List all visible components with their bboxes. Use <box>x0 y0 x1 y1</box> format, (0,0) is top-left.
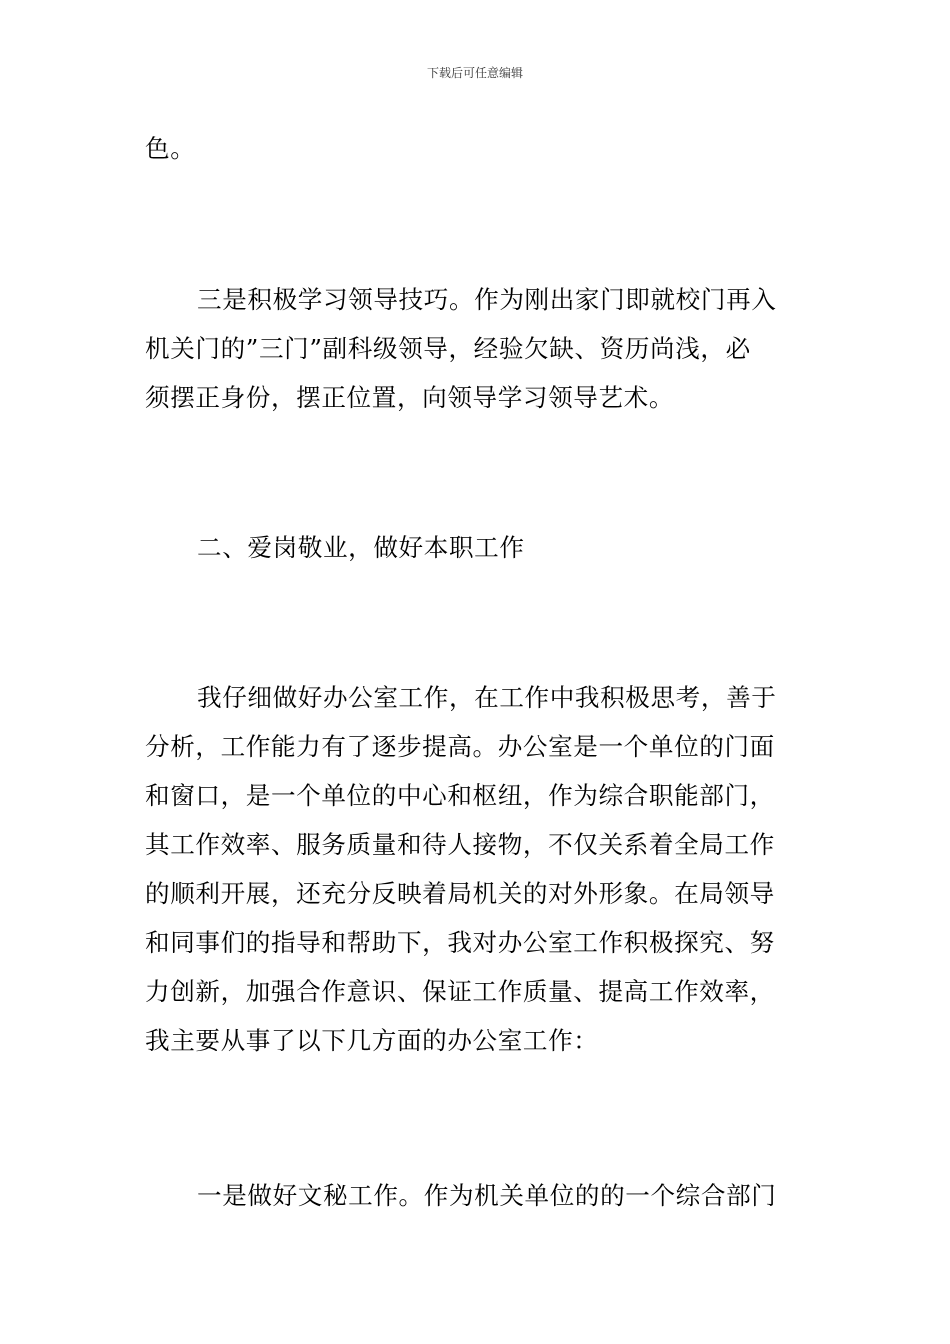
text-line: 和窗口，是一个单位的中心和枢纽，作为综合职能部门， <box>145 781 775 810</box>
text-line: 我主要从事了以下几方面的办公室工作： <box>145 1026 599 1055</box>
text-line: 机关门的”三门”副科级领导，经验欠缺、资历尚浅，必 <box>145 334 751 363</box>
text-line: 须摆正身份，摆正位置，向领导学习领导艺术。 <box>145 383 675 412</box>
paragraph-office-work <box>145 673 810 1065</box>
text-line: 一是做好文秘工作。作为机关单位的的一个综合部门 <box>197 1181 777 1210</box>
paragraph-continuation <box>145 124 810 173</box>
text-line: 我仔细做好办公室工作，在工作中我积极思考，善于 <box>197 683 777 712</box>
text-line: 三是积极学习领导技巧。作为刚出家门即就校门再入 <box>197 285 777 314</box>
section-heading <box>145 523 810 572</box>
text-line: 色。 <box>145 134 196 163</box>
text-line: 力创新，加强合作意识、保证工作质量、提高工作效率， <box>145 977 775 1006</box>
text-line: 和同事们的指导和帮助下，我对办公室工作积极探究、努 <box>145 928 775 957</box>
paragraph-leadership-skills <box>145 275 810 422</box>
section-heading-text: 二、爱岗敬业，做好本职工作 <box>197 533 525 562</box>
page-header-note: 下载后可任意编辑 <box>426 66 523 80</box>
paragraph-secretarial-work <box>145 1171 810 1220</box>
text-line: 其工作效率、服务质量和待人接物，不仅关系着全局工作 <box>145 830 775 859</box>
text-line: 分析，工作能力有了逐步提高。办公室是一个单位的门面 <box>145 732 775 761</box>
text-line: 的顺利开展，还充分反映着局机关的对外形象。在局领导 <box>145 879 775 908</box>
